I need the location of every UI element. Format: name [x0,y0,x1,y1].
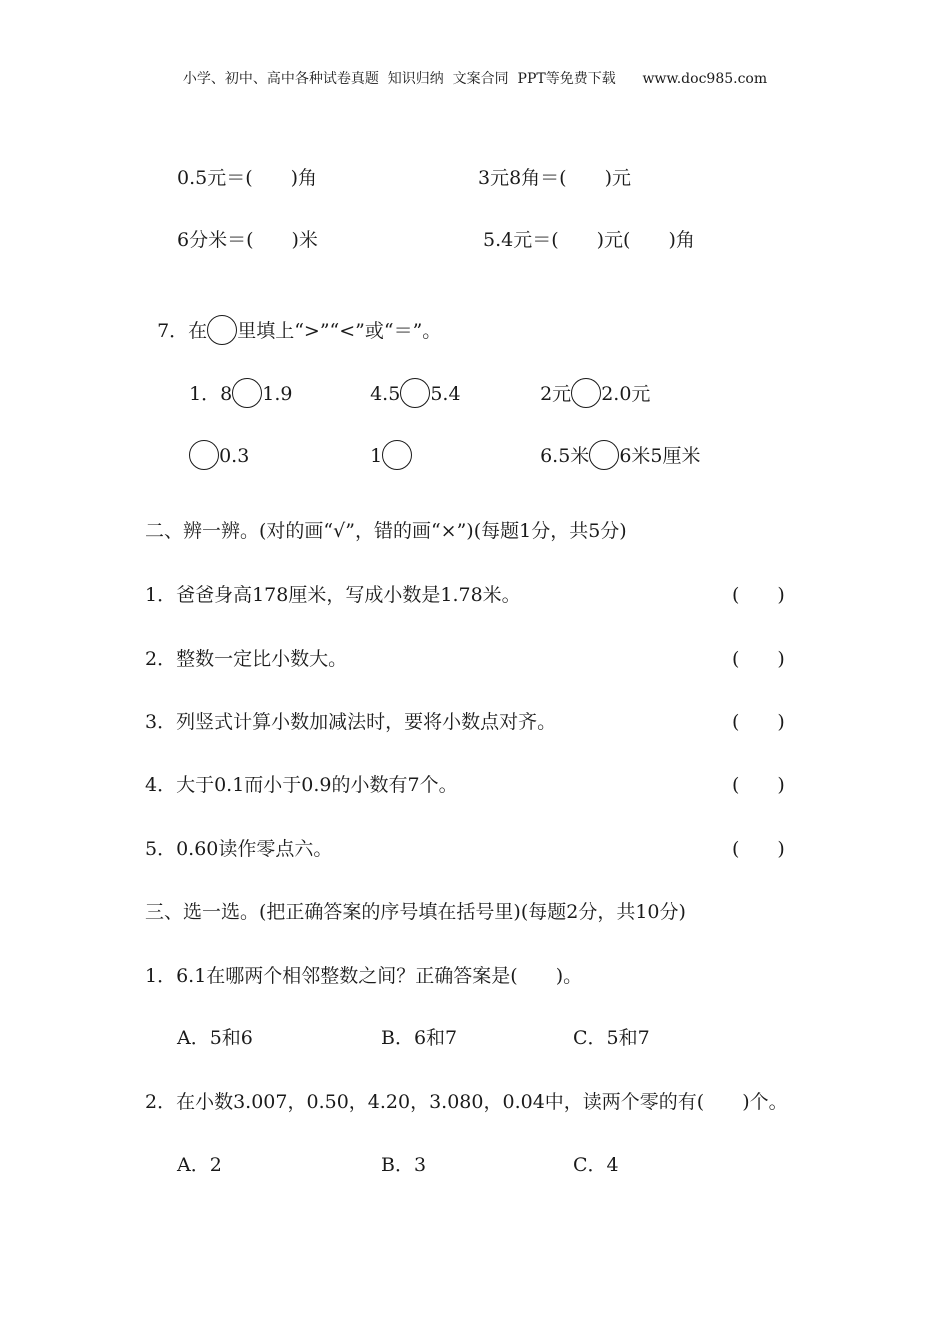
choice-q1-option-a[interactable]: A．5和6 [177,1027,253,1049]
compare-circle[interactable] [589,440,619,470]
q7-prompt-before: 7．在 [157,320,208,342]
choice-q2-option-a[interactable]: A．2 [177,1154,222,1176]
compare-left: 4.5 [370,383,401,405]
judge-answer-3[interactable]: ( ) [732,711,785,733]
section2-title: 二、辨一辨。(对的画“√”，错的画“×”)(每题1分，共5分) [145,520,627,542]
choice-q1-option-b[interactable]: B．6和7 [381,1027,458,1049]
judge-item-1: 1．爸爸身高178厘米，写成小数是1.78米。 [145,584,521,606]
compare-right: 0.3 [219,445,250,467]
compare-circle[interactable] [571,378,601,408]
compare-item-6 [528,416,701,470]
q6-row2-left: 6分米＝( )米 [177,229,318,251]
compare-item-4 [177,416,249,470]
compare-right: 1.9 [262,383,293,405]
q6-row1-left: 0.5元＝( )角 [177,167,318,189]
page-header: 小学、初中、高中各种试卷真题 知识归纳 文案合同 PPT等免费下载 www.doc985.com [182,71,768,87]
q6-row2-right: 5.4元＝( )元( )角 [483,229,695,251]
compare-item-1 [177,354,293,408]
compare-circle[interactable] [189,440,219,470]
q7-prompt [145,291,441,345]
judge-answer-1[interactable]: ( ) [732,584,785,606]
compare-left: 1．8 [189,383,233,405]
section3-title: 三、选一选。(把正确答案的序号填在括号里)(每题2分，共10分) [145,901,686,923]
compare-item-3 [528,354,650,408]
judge-answer-4[interactable]: ( ) [732,774,785,796]
q7-prompt-after: 里填上“>”“<”或“＝”。 [237,320,442,342]
compare-left: 2元 [540,383,572,405]
choice-q1-stem: 1．6.1在哪两个相邻整数之间？正确答案是( )。 [145,965,583,987]
comparison-circle-icon [207,315,237,345]
compare-left: 6.5米 [540,445,590,467]
choice-q2-option-c[interactable]: C．4 [573,1154,619,1176]
compare-right: 6米5厘米 [619,445,701,467]
choice-q2-option-b[interactable]: B．3 [381,1154,427,1176]
judge-item-2: 2．整数一定比小数大。 [145,648,348,670]
judge-item-3: 3．列竖式计算小数加减法时，要将小数点对齐。 [145,711,557,733]
judge-item-5: 5．0.60读作零点六。 [145,838,333,860]
judge-answer-2[interactable]: ( ) [732,648,785,670]
q6-row1-right: 3元8角＝( )元 [478,167,632,189]
compare-item-2 [358,354,461,408]
judge-answer-5[interactable]: ( ) [732,838,785,860]
compare-circle[interactable] [232,378,262,408]
compare-item-5 [358,416,412,470]
compare-circle[interactable] [382,440,412,470]
judge-item-4: 4．大于0.1而小于0.9的小数有7个。 [145,774,458,796]
compare-circle[interactable] [400,378,430,408]
choice-q2-stem: 2．在小数3.007，0.50，4.20，3.080，0.04中，读两个零的有( )个。 [145,1091,788,1113]
compare-left: 1 [370,445,383,467]
compare-right: 5.4 [430,383,461,405]
compare-right: 2.0元 [601,383,651,405]
choice-q1-option-c[interactable]: C．5和7 [573,1027,650,1049]
